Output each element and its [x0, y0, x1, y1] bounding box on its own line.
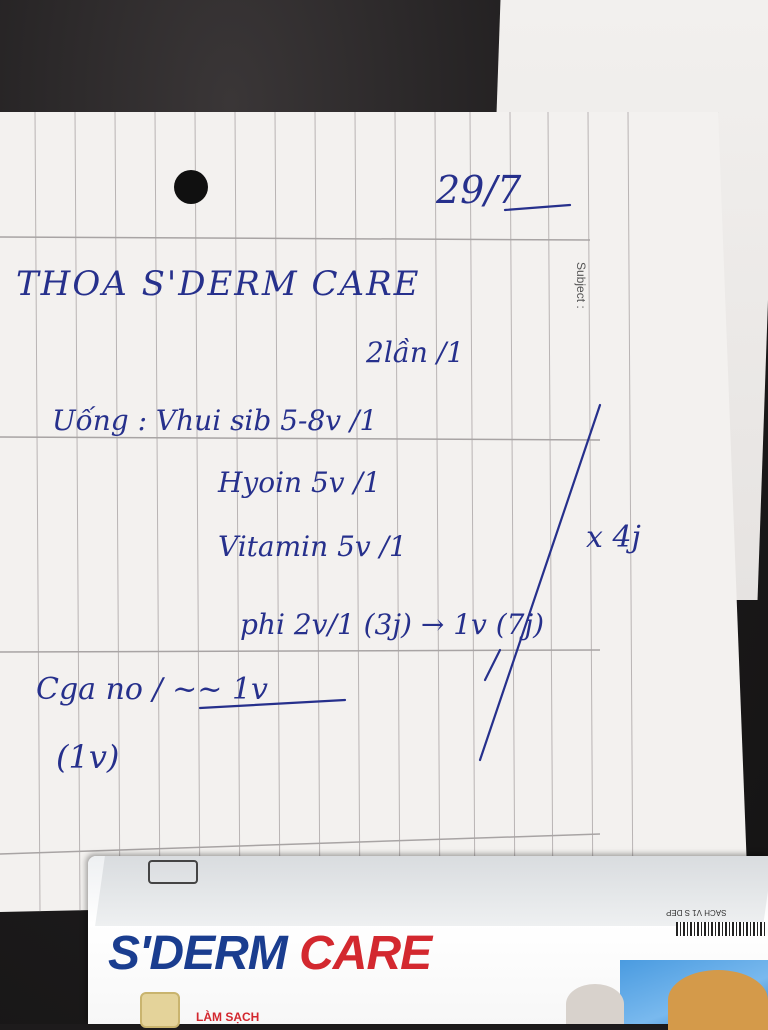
- diagonal-strike: [480, 405, 600, 760]
- note-line-oral-1: Uống : Vhui sib 5-8v /1: [52, 404, 378, 437]
- subject-label: Subject :: [574, 262, 588, 309]
- note-line-extra: Cga no / ~~ 1v: [36, 672, 268, 707]
- box-side-code: SACH V1 S DEP: [666, 908, 727, 917]
- product-subtitle: LÀM SẠCH: [196, 1010, 260, 1024]
- dog-image: [668, 970, 768, 1030]
- note-line-oral-3: Vitamin 5v /1: [218, 530, 407, 563]
- brand-left: S'DERM: [108, 927, 287, 980]
- note-line-oral-4: phi 2v/1 (3j) → 1v (7j): [240, 608, 545, 641]
- note-line-oral-2: Hyoin 5v /1: [218, 466, 381, 499]
- cat-image: [566, 984, 624, 1024]
- barcode: [676, 922, 766, 936]
- note-line-title: THOA S'DERM CARE: [16, 264, 421, 304]
- note-line-extra-dose: (1v): [56, 738, 120, 776]
- brand-right: CARE: [299, 927, 432, 980]
- product-feature-icon: [140, 992, 180, 1028]
- recycle-icon: [148, 860, 198, 884]
- note-line-duration: x 4j: [586, 520, 641, 555]
- note-date: 29/7: [436, 168, 522, 212]
- product-brand-logo: [108, 926, 431, 981]
- note-line-frequency: 2lần /1: [366, 336, 465, 369]
